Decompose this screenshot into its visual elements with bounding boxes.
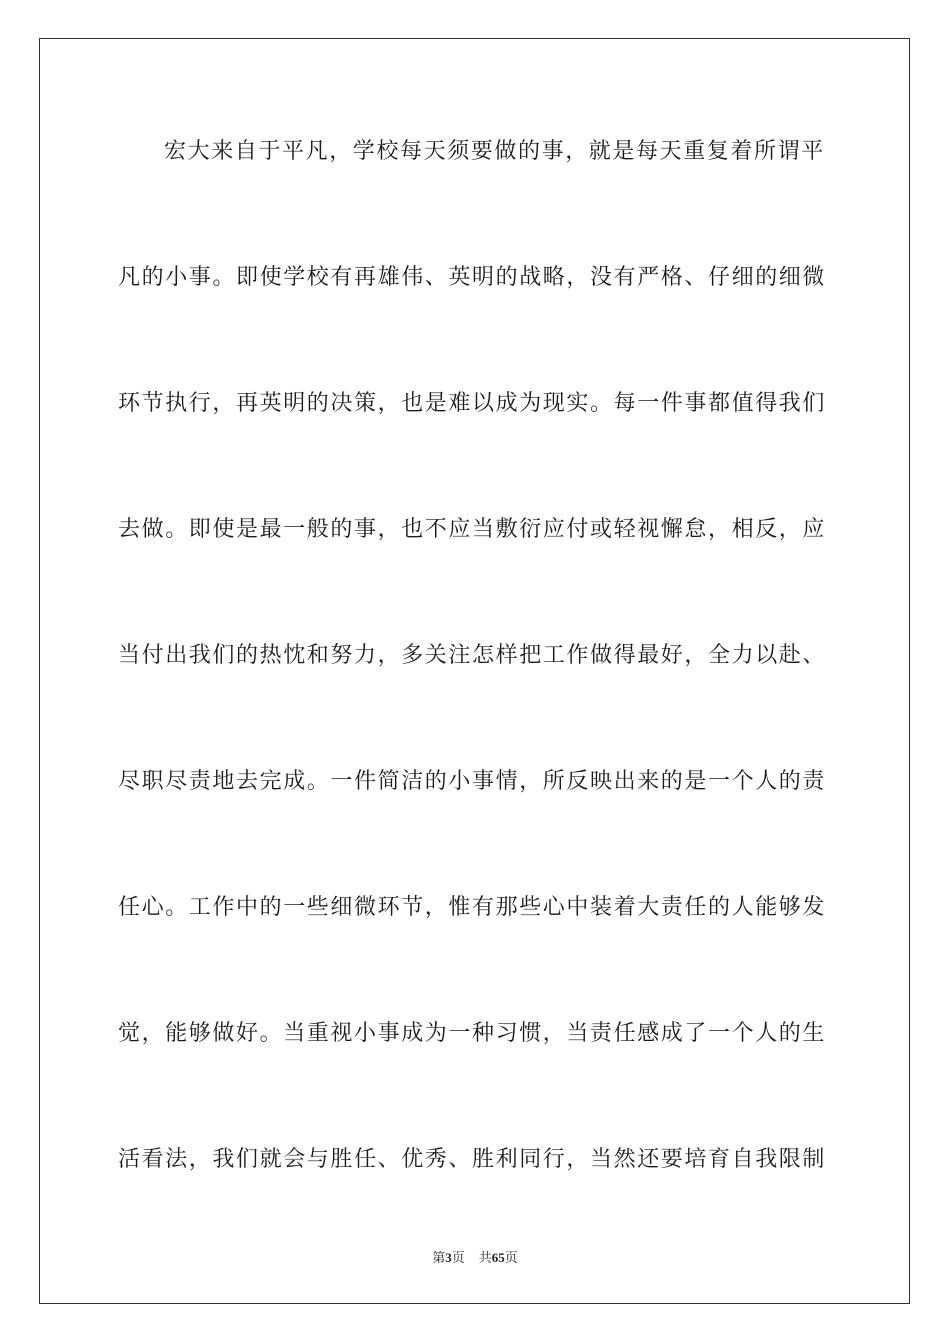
total-label-suffix: 页 bbox=[504, 1250, 518, 1265]
text-line: 当付出我们的热忱和努力，多关注怎样把工作做得最好，全力以赴、 bbox=[118, 643, 827, 668]
text-line: 尽职尽责地去完成。一件简洁的小事情，所反映出来的是一个人的责 bbox=[118, 769, 827, 794]
text-line: 觉，能够做好。当重视小事成为一种习惯，当责任感成了一个人的生 bbox=[118, 1021, 827, 1046]
text-line: 凡的小事。即使学校有再雄伟、英明的战略，没有严格、仔细的细微 bbox=[118, 265, 827, 290]
text-line: 宏大来自于平凡，学校每天须要做的事，就是每天重复着所谓平 bbox=[164, 139, 825, 164]
page-label-prefix: 第 bbox=[432, 1250, 446, 1265]
page-label-suffix: 页 bbox=[451, 1250, 465, 1265]
text-line: 去做。即使是最一般的事，也不应当敷衍应付或轻视懈怠，相反，应 bbox=[118, 517, 827, 542]
total-label-prefix: 共 bbox=[478, 1250, 492, 1265]
text-line: 环节执行，再英明的决策，也是难以成为现实。每一件事都值得我们 bbox=[118, 391, 827, 416]
total-pages: 65 bbox=[491, 1250, 505, 1265]
text-line: 任心。工作中的一些细微环节，惟有那些心中装着大责任的人能够发 bbox=[118, 895, 827, 920]
text-line: 活看法，我们就会与胜任、优秀、胜利同行，当然还要培育自我限制 bbox=[118, 1147, 827, 1172]
page-footer bbox=[0, 1247, 950, 1266]
body-text bbox=[118, 128, 832, 1262]
page-number: 3 bbox=[445, 1250, 452, 1265]
